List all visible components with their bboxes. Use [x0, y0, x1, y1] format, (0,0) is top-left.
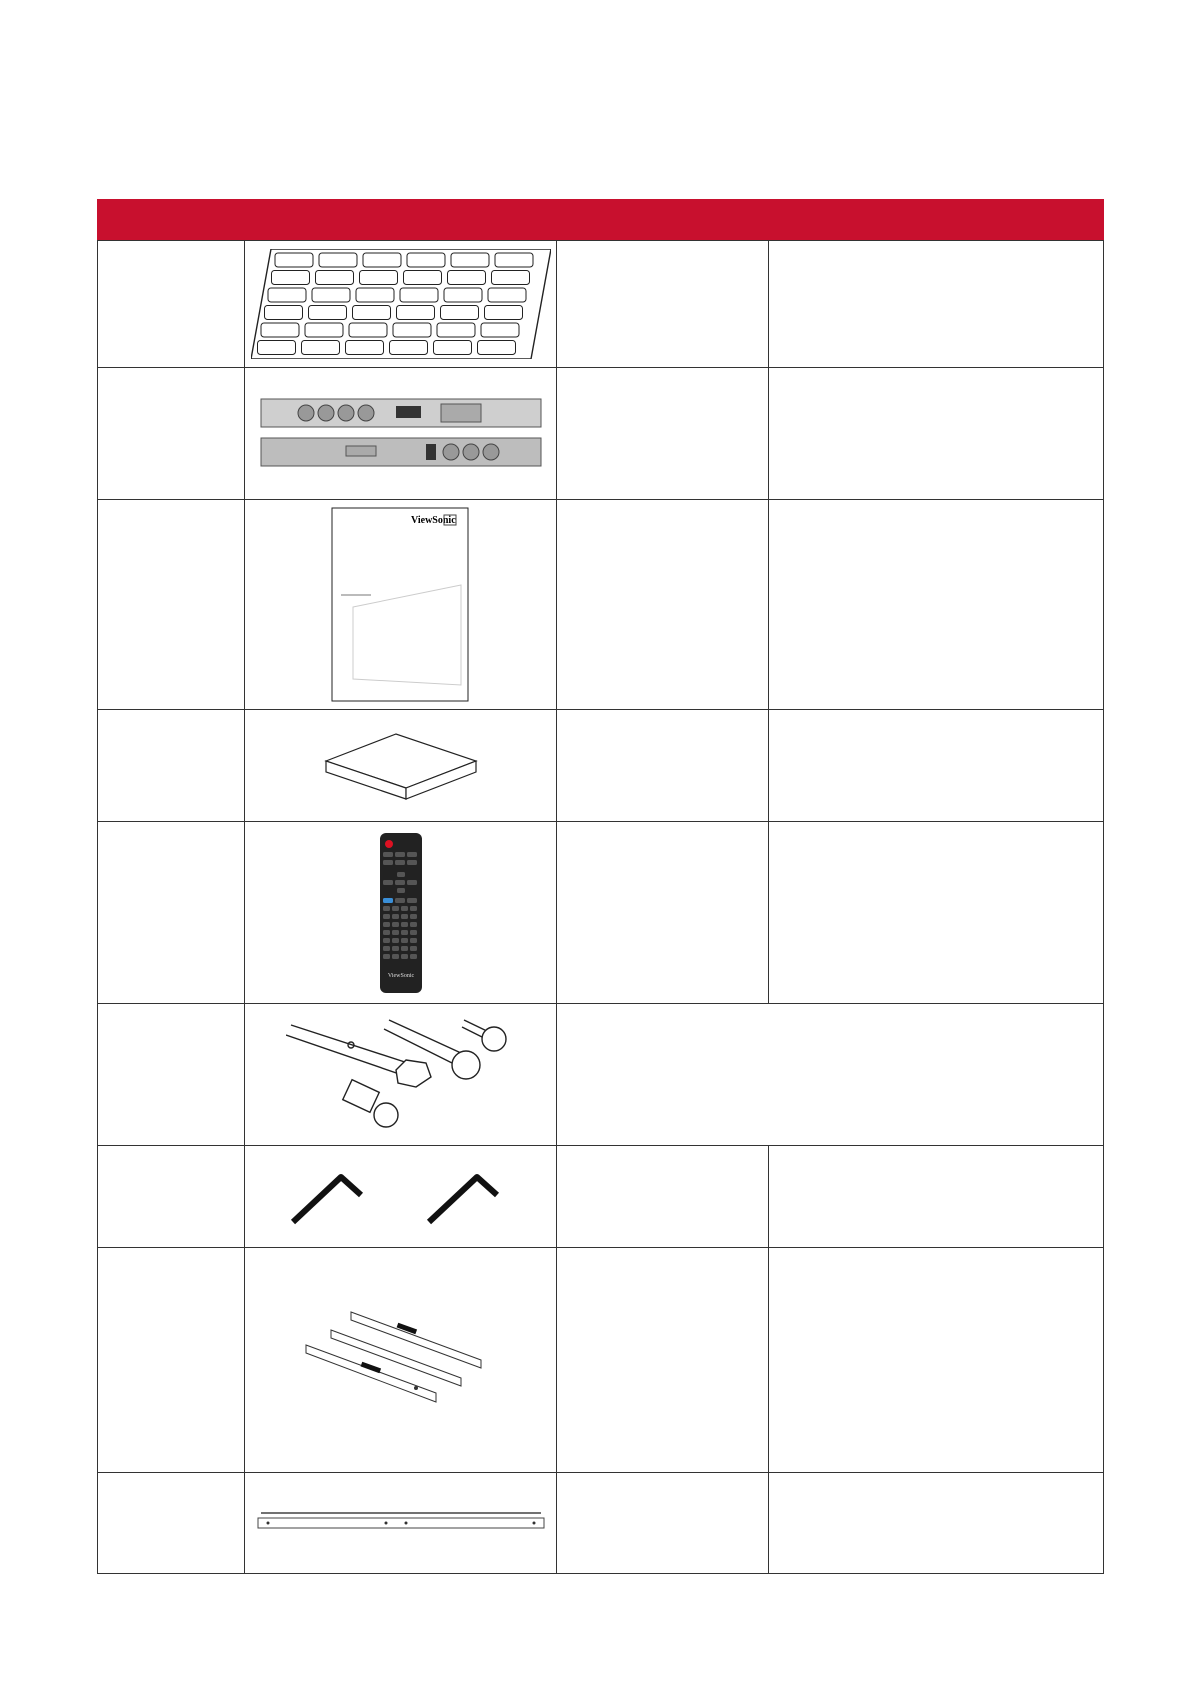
table-row — [98, 1146, 1104, 1248]
label-tag — [488, 288, 526, 302]
remote-key — [410, 914, 417, 919]
cable-label-sheet-icon — [251, 249, 551, 359]
bracket-plates-icon — [301, 1310, 501, 1410]
item-desc-cell — [769, 822, 1104, 1004]
item-image-cell — [245, 241, 557, 368]
item-desc-cell — [769, 368, 1104, 500]
remote-key — [383, 914, 390, 919]
remote-key — [410, 930, 417, 935]
label-tag — [312, 288, 350, 302]
screws-icon — [286, 1015, 516, 1135]
remote-key — [383, 922, 390, 927]
item-name-cell — [98, 1248, 245, 1473]
remote-key — [401, 914, 408, 919]
item-desc-cell — [769, 710, 1104, 822]
item-name-cell — [98, 500, 245, 710]
item-image-cell — [245, 822, 557, 1004]
remote-key — [392, 954, 399, 959]
remote-key — [401, 930, 408, 935]
label-tag — [451, 253, 489, 267]
remote-key — [392, 906, 399, 911]
remote-key — [401, 938, 408, 943]
remote-key — [383, 906, 390, 911]
speaker-bar-icon — [256, 394, 546, 474]
remote-key — [392, 914, 399, 919]
item-merged-cell — [557, 1004, 1104, 1146]
item-image-cell — [245, 1248, 557, 1473]
label-tag — [440, 306, 478, 320]
header-quantity — [557, 200, 769, 241]
remote-key — [410, 922, 417, 927]
label-tag — [400, 288, 438, 302]
remote-key — [395, 860, 405, 865]
label-tag — [433, 341, 471, 355]
item-image-cell — [245, 710, 557, 822]
hex-key-icon — [291, 1167, 511, 1227]
header-item — [98, 200, 557, 241]
label-tag — [264, 306, 302, 320]
quick-start-guide-icon — [331, 507, 471, 703]
item-qty-cell — [557, 241, 769, 368]
label-tag — [437, 323, 475, 337]
package-contents-table — [97, 199, 1104, 1574]
table-row — [98, 1004, 1104, 1146]
remote-key — [410, 938, 417, 943]
item-desc-cell — [769, 1146, 1104, 1248]
label-tag — [356, 288, 394, 302]
label-tag — [305, 323, 343, 337]
label-tag — [389, 341, 427, 355]
remote-key — [383, 898, 393, 903]
remote-key — [410, 946, 417, 951]
label-tag — [407, 253, 445, 267]
label-tag — [271, 271, 309, 285]
item-qty-cell — [557, 368, 769, 500]
box-icon — [321, 731, 481, 801]
label-tag — [345, 341, 383, 355]
label-tag — [396, 306, 434, 320]
label-tag — [495, 253, 533, 267]
item-name-cell — [98, 1146, 245, 1248]
remote-key — [383, 880, 393, 885]
item-image-cell — [245, 368, 557, 500]
remote-key — [383, 860, 393, 865]
remote-key — [397, 888, 405, 893]
remote-key — [392, 930, 399, 935]
table-row — [98, 368, 1104, 500]
guide-brand-logo: ViewSonic — [410, 514, 456, 526]
label-tag — [447, 271, 485, 285]
table-row — [98, 1248, 1104, 1473]
label-tag — [403, 271, 441, 285]
remote-key — [392, 946, 399, 951]
item-name-cell — [98, 822, 245, 1004]
item-name-cell — [98, 241, 245, 368]
table-row — [98, 1473, 1104, 1574]
label-tag — [363, 253, 401, 267]
label-tag — [315, 271, 353, 285]
remote-key — [401, 946, 408, 951]
label-tag — [393, 323, 431, 337]
item-qty-cell — [557, 1146, 769, 1248]
remote-control-icon — [379, 832, 423, 994]
mounting-rail-icon — [256, 1508, 546, 1538]
remote-key — [383, 954, 390, 959]
item-desc-cell — [769, 1473, 1104, 1574]
remote-key — [383, 930, 390, 935]
item-image-cell — [245, 1473, 557, 1574]
table-row — [98, 500, 1104, 710]
remote-key — [410, 906, 417, 911]
table-header-row — [98, 200, 1104, 241]
label-tag — [352, 306, 390, 320]
remote-key — [401, 922, 408, 927]
label-tag — [308, 306, 346, 320]
label-tag — [319, 253, 357, 267]
item-name-cell — [98, 710, 245, 822]
remote-key — [383, 852, 393, 857]
item-desc-cell — [769, 500, 1104, 710]
remote-key — [392, 938, 399, 943]
label-tag — [491, 271, 529, 285]
remote-key — [395, 880, 405, 885]
label-tag — [268, 288, 306, 302]
label-tag — [444, 288, 482, 302]
label-tag — [484, 306, 522, 320]
remote-key — [407, 860, 417, 865]
label-tag — [359, 271, 397, 285]
item-name-cell — [98, 368, 245, 500]
label-tag — [477, 341, 515, 355]
remote-key — [395, 898, 405, 903]
item-qty-cell — [557, 500, 769, 710]
table-row — [98, 710, 1104, 822]
item-qty-cell — [557, 1473, 769, 1574]
remote-key — [395, 852, 405, 857]
label-tag — [349, 323, 387, 337]
remote-key — [383, 938, 390, 943]
item-qty-cell — [557, 1248, 769, 1473]
label-tag — [481, 323, 519, 337]
table-row — [98, 241, 1104, 368]
item-image-cell — [245, 500, 557, 710]
item-qty-cell — [557, 710, 769, 822]
remote-key — [397, 872, 405, 877]
remote-key — [383, 946, 390, 951]
item-qty-cell — [557, 822, 769, 1004]
label-tag — [261, 323, 299, 337]
remote-key — [401, 906, 408, 911]
remote-key — [407, 852, 417, 857]
remote-key — [410, 954, 417, 959]
table-row — [98, 822, 1104, 1004]
item-image-cell — [245, 1004, 557, 1146]
label-tag — [257, 341, 295, 355]
label-tag — [301, 341, 339, 355]
remote-key — [407, 880, 417, 885]
remote-key — [401, 954, 408, 959]
item-name-cell — [98, 1473, 245, 1574]
item-image-cell — [245, 1146, 557, 1248]
label-tag — [275, 253, 313, 267]
remote-key — [407, 898, 417, 903]
item-desc-cell — [769, 1248, 1104, 1473]
remote-brand-logo: ViewSonic — [387, 972, 414, 979]
item-desc-cell — [769, 241, 1104, 368]
remote-key — [392, 922, 399, 927]
item-name-cell — [98, 1004, 245, 1146]
header-description — [769, 200, 1104, 241]
